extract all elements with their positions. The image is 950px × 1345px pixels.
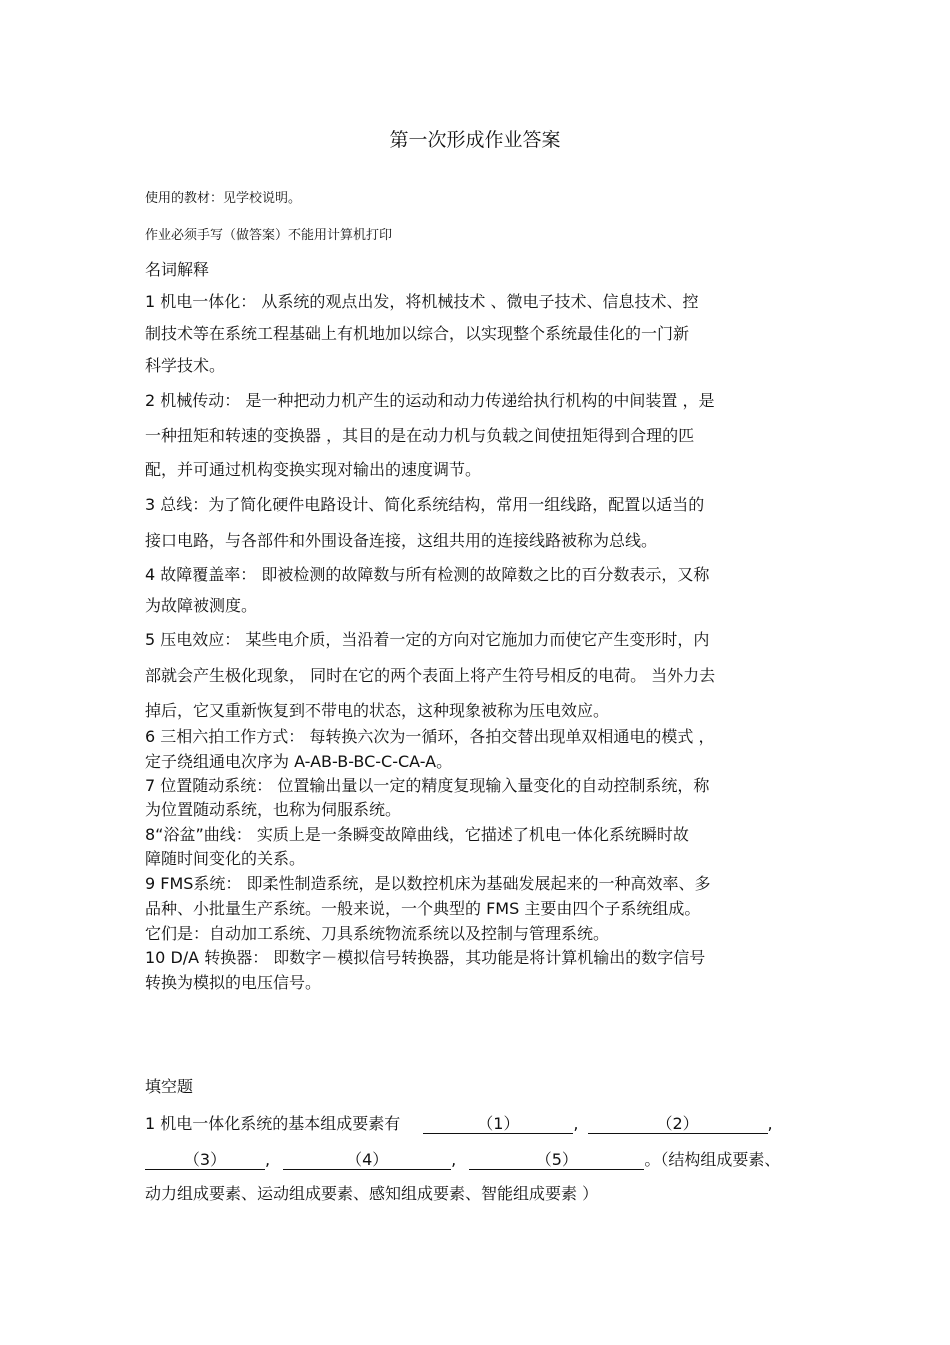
term-line: 6 三相六拍工作方式： 每转换六次为一循环，各拍交替出现单双相通电的模式 ， xyxy=(145,727,715,746)
term-line: 为位置随动系统，也称为伺服系统。 xyxy=(145,800,402,819)
term-line: 3 总线：为了简化硬件电路设计、简化系统结构，常用一组线路，配置以适当的 xyxy=(145,495,705,514)
fill-question-line: （3） , （4） , （5） 。（结构组成要素、 xyxy=(145,1150,780,1170)
section-heading-terms: 名词解释 xyxy=(145,260,210,279)
term-line: 5 压电效应： 某些电介质，当沿着一定的方向对它施加力而使它产生变形时，内 xyxy=(145,630,710,649)
section-heading-fill: 填空题 xyxy=(145,1077,194,1096)
term-line: 障随时间变化的关系。 xyxy=(145,849,306,868)
term-line: 品种、小批量生产系统。一般来说，一个典型的 FMS 主要由四个子系统组成。 xyxy=(145,899,701,918)
term-line: 它们是：自动加工系统、刀具系统物流系统以及控制与管理系统。 xyxy=(145,924,610,943)
term-line: 转换为模拟的电压信号。 xyxy=(145,973,322,992)
term-line: 制技术等在系统工程基础上有机地加以综合，以实现整个系统最佳化的一门新 xyxy=(145,324,690,343)
term-line: 1 机电一体化： 从系统的观点出发，将机械技术 、微电子技术、信息技术、控 xyxy=(145,292,699,311)
term-line: 为故障被测度。 xyxy=(145,596,258,615)
term-line: 4 故障覆盖率： 即被检测的故障数与所有检测的故障数之比的百分数表示，又称 xyxy=(145,565,710,584)
fill-question-line: 1 机电一体化系统的基本组成要素有 （1） , （2） , xyxy=(145,1114,773,1133)
term-line: 10 D/A 转换器： 即数字－模拟信号转换器，其功能是将计算机输出的数字信号 xyxy=(145,948,706,967)
question-text: 1 机电一体化系统的基本组成要素有 xyxy=(145,1114,401,1133)
term-line: 科学技术。 xyxy=(145,356,226,375)
term-line: 接口电路，与各部件和外围设备连接，这组共用的连接线路被称为总线。 xyxy=(145,531,658,550)
answer-hint: 。（结构组成要素、 xyxy=(644,1150,781,1169)
handwrite-note: 作业必须手写（做答案）不能用计算机打印 xyxy=(145,228,393,243)
term-line: 配，并可通过机构变换实现对输出的速度调节。 xyxy=(145,460,482,479)
answer-blank: （1） xyxy=(423,1115,573,1134)
answer-blank: （2） xyxy=(588,1115,768,1134)
answer-blank: （5） xyxy=(469,1151,644,1170)
answer-hint-line: 动力组成要素、运动组成要素、感知组成要素、智能组成要素 ） xyxy=(145,1184,599,1203)
term-line: 一种扭矩和转速的变换器 ，其目的是在动力机与负载之间使扭矩得到合理的匹 xyxy=(145,426,695,445)
answer-blank: （3） xyxy=(145,1151,265,1170)
answer-blank: （4） xyxy=(283,1151,451,1170)
term-line: 掉后，它又重新恢复到不带电的状态，这种现象被称为压电效应。 xyxy=(145,701,610,720)
term-line: 9 FMS系统： 即柔性制造系统，是以数控机床为基础发展起来的一种高效率、多 xyxy=(145,874,711,893)
page-title: 第一次形成作业答案 xyxy=(389,129,561,151)
term-line: 8“浴盆”曲线： 实质上是一条瞬变故障曲线，它描述了机电一体化系统瞬时故 xyxy=(145,825,689,844)
term-line: 2 机械传动： 是一种把动力机产生的运动和动力传递给执行机构的中间装置 ，是 xyxy=(145,391,715,410)
term-line: 7 位置随动系统： 位置输出量以一定的精度复现输入量变化的自动控制系统，称 xyxy=(145,776,710,795)
textbook-note: 使用的教材：见学校说明。 xyxy=(145,191,302,206)
term-line: 部就会产生极化现象， 同时在它的两个表面上将产生符号相反的电荷。 当外力去 xyxy=(145,666,716,685)
term-line: 定子绕组通电次序为 A-AB-B-BC-C-CA-A。 xyxy=(145,752,453,771)
